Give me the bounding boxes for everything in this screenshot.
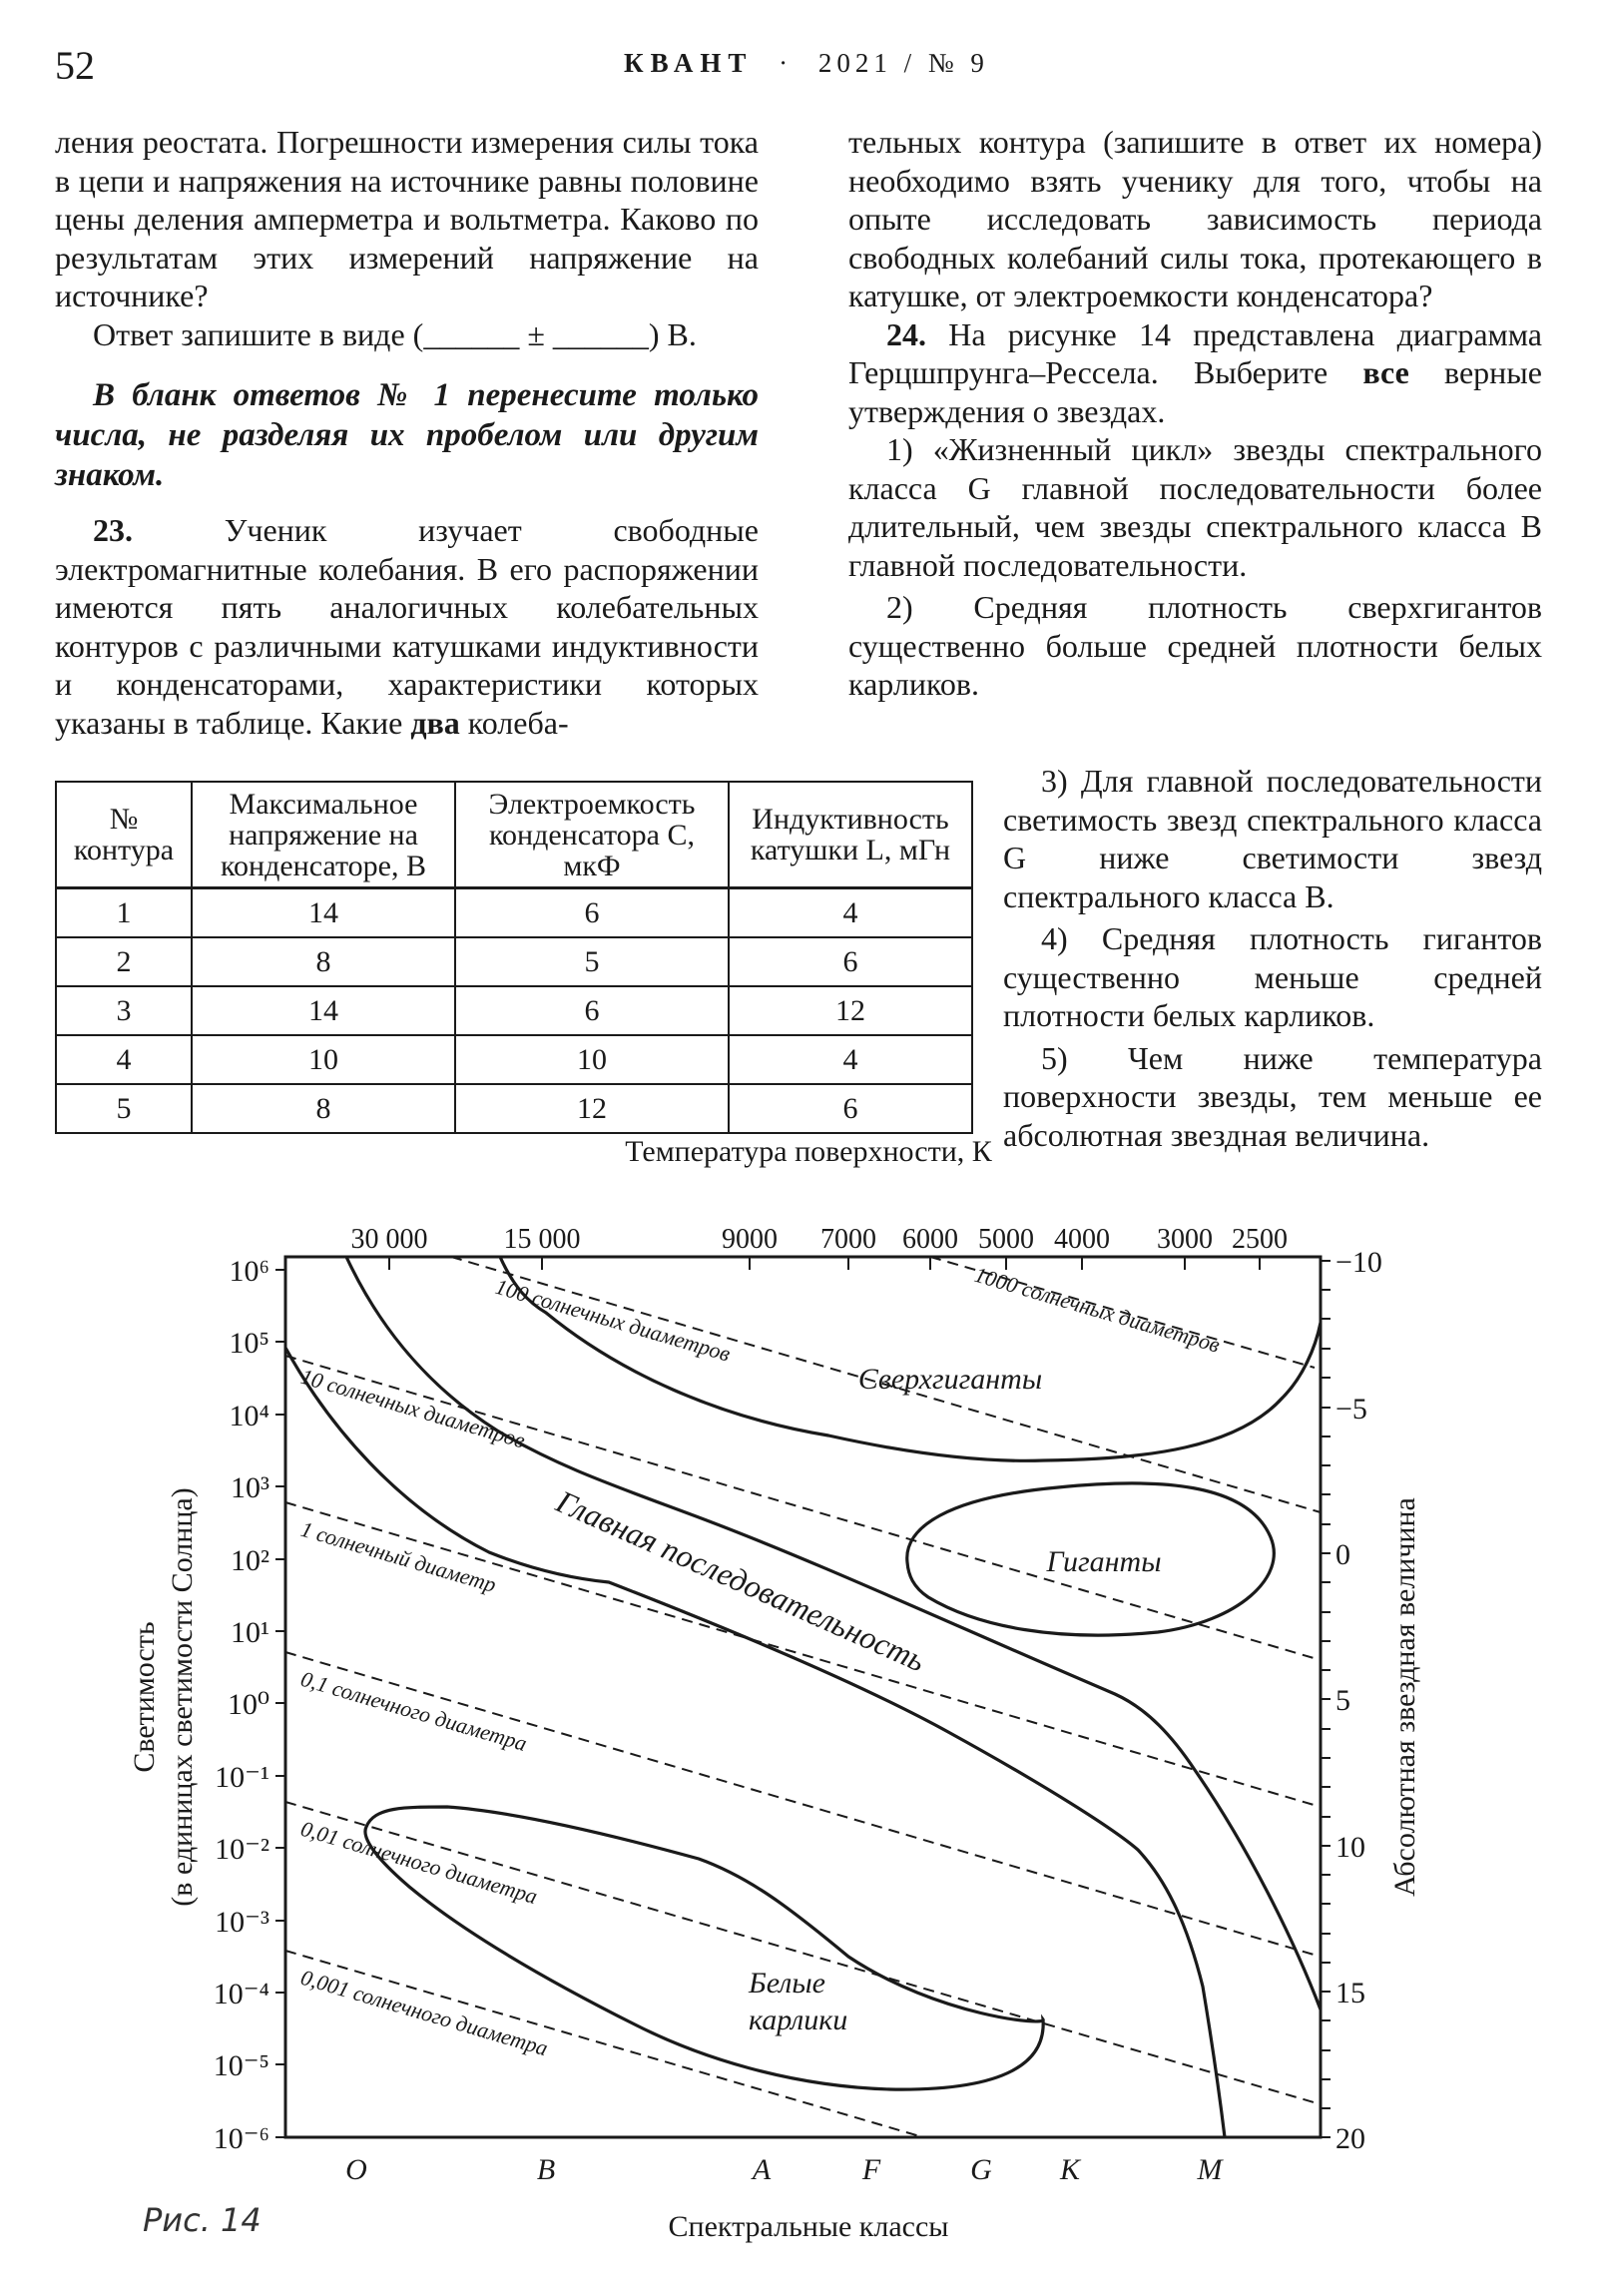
svg-text:7000: 7000 <box>820 1224 876 1255</box>
svg-text:0,001 солнечного диаметра: 0,001 солнечного диаметра <box>297 1964 551 2061</box>
svg-text:10²: 10² <box>231 1544 269 1577</box>
svg-text:G: G <box>970 2153 992 2186</box>
cell-capacitance: 5 <box>455 937 729 986</box>
svg-text:10¹: 10¹ <box>231 1616 269 1649</box>
col-header-voltage: Максимальное напряжение на конденсаторе, В <box>192 782 455 888</box>
right-tick-labels <box>1335 1246 1382 2155</box>
option-1: 1) «Жизненный цикл» звезды спектрального класса G главной последовательности более длительный, чем звезды спектрального класса B главной последовательности. <box>848 431 1542 583</box>
previous-question-continuation: ления реостата. Погрешности измерения силы тока в цепи и напряжения на источнике равны половине цены деления амперметра и вольтметра. Каково по результатам этих измерений напряжение на источнике? <box>55 124 759 313</box>
top-tick-labels <box>351 1224 1289 1255</box>
cell-number: 2 <box>56 937 192 986</box>
svg-text:1000 солнечных диаметров: 1000 солнечных диаметров <box>971 1261 1224 1358</box>
label-giants: Гиганты <box>1046 1545 1162 1578</box>
cell-capacitance: 6 <box>455 888 729 938</box>
cell-number: 5 <box>56 1084 192 1133</box>
page-number: 52 <box>55 43 95 88</box>
question-24-emphasis: все <box>1362 354 1409 390</box>
svg-text:10⁻²: 10⁻² <box>215 1833 269 1866</box>
svg-text:O: O <box>345 2153 367 2186</box>
question-24-text-end: верные утверждения о звездах. <box>848 354 1543 429</box>
svg-text:M: M <box>1197 2153 1223 2186</box>
cell-inductance: 12 <box>729 986 972 1035</box>
label-main-sequence: Главная последовательность <box>551 1482 931 1679</box>
svg-text:10⁻¹: 10⁻¹ <box>215 1761 269 1794</box>
cell-number: 4 <box>56 1035 192 1084</box>
svg-text:10⁴: 10⁴ <box>229 1400 269 1433</box>
svg-text:10⁻⁶: 10⁻⁶ <box>213 2122 269 2155</box>
top-axis-title: Температура поверхности, К <box>625 1135 992 1168</box>
svg-text:6000: 6000 <box>902 1224 958 1255</box>
svg-text:A: A <box>752 2153 772 2186</box>
cell-number: 3 <box>56 986 192 1035</box>
svg-text:0: 0 <box>1335 1538 1350 1571</box>
svg-text:B: B <box>536 2153 556 2186</box>
radius-line-0-001 <box>285 1951 923 2137</box>
svg-text:100 солнечных диаметров: 100 солнечных диаметров <box>492 1273 734 1367</box>
cell-inductance: 4 <box>729 1035 972 1084</box>
svg-text:(в единицах светимости Солнца): (в единицах светимости Солнца) <box>166 1487 199 1907</box>
question-23-continuation: тельных контура (запишите в ответ их номера) необходимо взять ученику для того, чтобы на опыте исследовать зависимость периода свободных колебаний силы тока, протекающего в катушке, от электроемкости конденсатора? <box>848 124 1542 313</box>
question-24-number: 24. <box>886 315 926 352</box>
svg-text:0,01 солнечного диаметра: 0,01 солнечного диаметра <box>297 1815 541 1910</box>
left-tick-labels <box>214 1255 269 2155</box>
label-white-dwarfs-2: карлики <box>749 2004 848 2036</box>
svg-text:10 солнечных диаметров: 10 солнечных диаметров <box>297 1363 528 1453</box>
label-white-dwarfs-1: Белые <box>749 1967 825 2000</box>
cell-voltage: 8 <box>192 1084 455 1133</box>
white-dwarfs-boundary <box>365 1807 1043 2089</box>
question-24-text: На рисунке 14 представлена диаграмма Герцшпрунга–Рессела. Выберите <box>848 315 1543 390</box>
col-header-inductance: Индуктивность катушки L, мГн <box>729 782 972 888</box>
supergiants-boundary <box>500 1257 1321 1460</box>
svg-text:9000: 9000 <box>722 1224 778 1255</box>
svg-text:3000: 3000 <box>1157 1224 1213 1255</box>
answer-format: Ответ запишите в виде (______ ± ______) В. <box>93 315 697 352</box>
svg-text:10⁵: 10⁵ <box>229 1327 269 1360</box>
cell-voltage: 10 <box>192 1035 455 1084</box>
right-axis-title: Абсолютная звездная величина <box>1388 1497 1421 1897</box>
cell-number: 1 <box>56 888 192 938</box>
col-header-number: № контура <box>56 782 192 888</box>
svg-text:10⁻⁵: 10⁻⁵ <box>213 2049 269 2082</box>
figure-caption: Рис. 14 <box>143 2201 262 2239</box>
svg-text:−10: −10 <box>1335 1246 1382 1279</box>
cell-voltage: 14 <box>192 986 455 1035</box>
svg-text:K: K <box>1059 2153 1081 2186</box>
svg-text:10³: 10³ <box>231 1471 269 1504</box>
spectral-class-labels <box>345 2153 1224 2186</box>
svg-text:−5: −5 <box>1335 1393 1367 1426</box>
svg-text:0,1 солнечного диаметра: 0,1 солнечного диаметра <box>297 1665 530 1757</box>
question-23-text: Ученик изучает свободные электромагнитные колебания. В его распоряжении имеются пять аналогичных колебательных контуров с различными катушками индуктивности и конденсаторами, характеристики которых указаны в таблице. Какие <box>55 512 759 741</box>
radius-line-1 <box>285 1502 1321 1807</box>
cell-inductance: 4 <box>729 888 972 938</box>
svg-text:Светимость: Светимость <box>128 1621 161 1773</box>
svg-text:10⁶: 10⁶ <box>229 1255 269 1288</box>
top-ticks <box>389 1257 1260 1270</box>
cell-inductance: 6 <box>729 1084 972 1133</box>
left-axis-title <box>128 1487 199 1906</box>
answer-instruction: В бланк ответов № 1 перенесите только числа, не разделяя их пробелом или другим знаком. <box>55 377 759 493</box>
svg-text:F: F <box>861 2153 881 2186</box>
svg-text:20: 20 <box>1335 2122 1365 2155</box>
header-separator: · <box>779 48 794 78</box>
svg-text:1 солнечный диаметр: 1 солнечный диаметр <box>297 1515 499 1597</box>
cell-voltage: 14 <box>192 888 455 938</box>
cell-capacitance: 6 <box>455 986 729 1035</box>
question-23-text-end: колеба- <box>459 704 569 741</box>
svg-text:10⁻⁴: 10⁻⁴ <box>213 1978 269 2010</box>
svg-text:10⁰: 10⁰ <box>227 1688 269 1721</box>
cell-voltage: 8 <box>192 937 455 986</box>
cell-capacitance: 12 <box>455 1084 729 1133</box>
label-supergiants: Сверхгиганты <box>857 1363 1043 1396</box>
col-header-capacitance: Электроемкость конденсатора C, мкФ <box>455 782 729 888</box>
svg-text:2500: 2500 <box>1232 1224 1288 1255</box>
issue-number: 2021 / № 9 <box>817 48 989 78</box>
svg-text:10⁻³: 10⁻³ <box>215 1906 269 1939</box>
question-23-emphasis: два <box>410 704 460 741</box>
question-23-number: 23. <box>93 512 133 548</box>
svg-text:5: 5 <box>1335 1684 1350 1717</box>
svg-text:30 000: 30 000 <box>350 1224 428 1255</box>
svg-text:5000: 5000 <box>978 1224 1034 1255</box>
svg-text:10: 10 <box>1335 1831 1365 1864</box>
option-2: 2) Средняя плотность сверхгигантов существенно больше средней плотности белых карликов. <box>848 589 1542 702</box>
cell-inductance: 6 <box>729 937 972 986</box>
option-4: 4) Средняя плотность гигантов существенно меньше средней плотности белых карликов. <box>1003 920 1542 1033</box>
radius-line-0-01 <box>285 1802 1321 2104</box>
svg-text:4000: 4000 <box>1054 1224 1110 1255</box>
option-5: 5) Чем ниже температура поверхности звезды, тем меньше ее абсолютная звездная величина. <box>1003 1039 1542 1153</box>
cell-capacitance: 10 <box>455 1035 729 1084</box>
journal-title: КВАНТ <box>624 48 754 78</box>
svg-text:15: 15 <box>1335 1977 1365 2009</box>
option-3: 3) Для главной последовательности светимость звезд спектрального класса G ниже светимости звезд спектрального класса B. <box>1003 763 1542 914</box>
svg-text:15 000: 15 000 <box>503 1224 581 1255</box>
bottom-axis-title: Спектральные классы <box>668 2210 949 2243</box>
